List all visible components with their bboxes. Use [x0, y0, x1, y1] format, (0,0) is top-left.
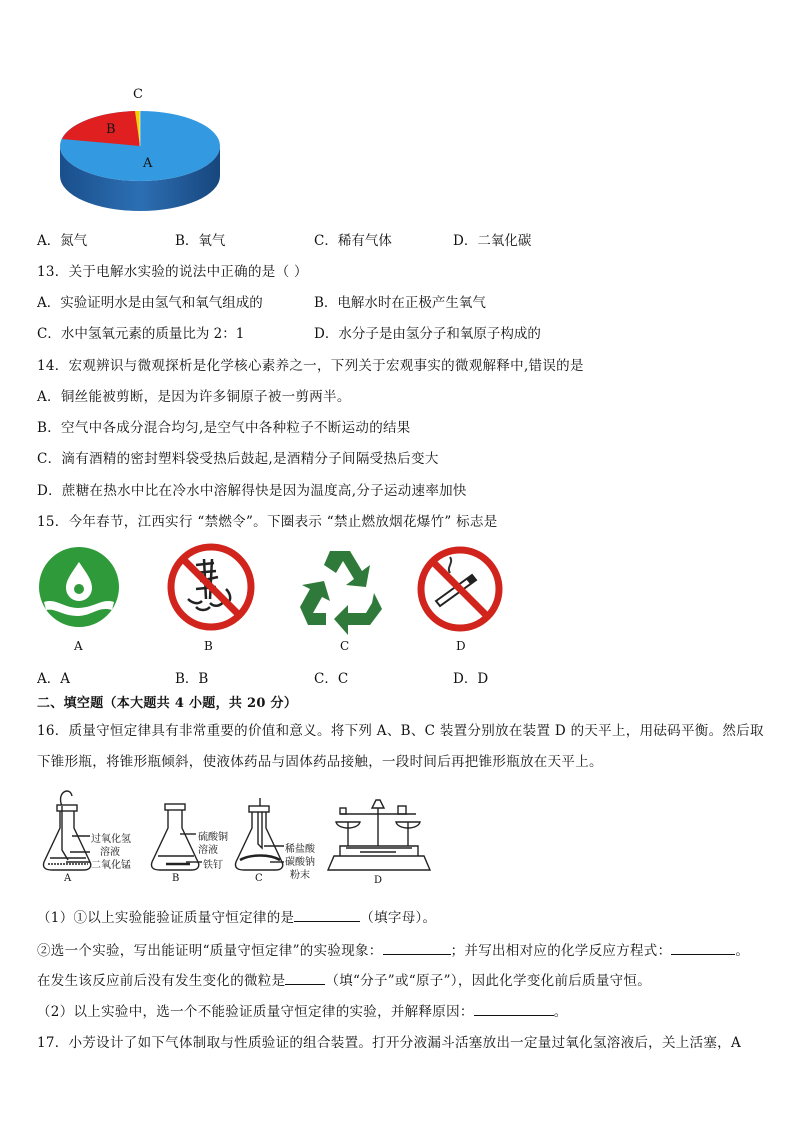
sign-caption-d: D [456, 639, 466, 653]
flask-c-label-1: 稀盐酸 [285, 844, 315, 855]
pie-label-c: C [133, 87, 143, 102]
apparatus-caption-b: B [172, 873, 180, 884]
q14-stem: 14．宏观辨识与微观探析是化学核心素养之一，下列关于宏观事实的微观解释中,错误的是 [37, 358, 584, 374]
q13-option-d: D．水分子是由氢分子和氧原子构成的 [314, 326, 541, 342]
q16-part2-blank1[interactable] [383, 940, 451, 955]
pie-label-a: A [143, 156, 153, 171]
q15-option-a: A．A [37, 671, 70, 687]
flask-b-label-1: 硫酸铜 [198, 832, 228, 843]
q14-option-d: D．蔗糖在热水中比在冷水中溶解得快是因为温度高,分子运动速率加快 [37, 483, 467, 499]
q13-option-c: C．水中氢氧元素的质量比为 2：1 [37, 326, 245, 342]
flask-a-label-3: 二氧化锰 [91, 860, 131, 871]
q13-option-a: A．实验证明水是由氢气和氧气组成的 [37, 295, 263, 311]
q16-part4-text: （2）以上实验中，选一个不能验证质量守恒定律的实验，并解释原因： [37, 1004, 474, 1020]
flask-a-label-2: 溶液 [100, 847, 120, 858]
sign-caption-b: B [204, 639, 213, 653]
section-heading: 二、填空题（本大题共 4 小题，共 20 分） [37, 696, 298, 711]
q13-stem: 13．关于电解水实验的说法中正确的是（ ） [37, 264, 308, 280]
q16-part2-blank2[interactable] [671, 940, 735, 955]
flask-a-label-1: 过氧化氢 [91, 834, 131, 845]
flask-b-label-2: 溶液 [198, 845, 218, 856]
q16-part1 [37, 906, 436, 926]
flask-b-label-3: 铁钉 [203, 860, 223, 871]
q16-part2-mid: ；并写出相对应的化学反应方程式： [450, 943, 672, 959]
q16-part2-text: ②选一个实验，写出能证明“质量守恒定律”的实验现象： [37, 943, 383, 959]
apparatus-caption-d: D [374, 875, 383, 886]
q15-stem: 15．今年春节，江西实行 “禁燃令”。下圈表示 “禁止燃放烟花爆竹” 标志是 [37, 514, 498, 530]
pie-label-b: B [106, 122, 116, 137]
q12-option-d: D．二氧化碳 [453, 233, 532, 249]
flask-c-label-2: 碳酸钠 [285, 857, 315, 868]
sign-caption-a: A [74, 639, 83, 653]
q13-option-b: B．电解水时在正极产生氧气 [314, 295, 486, 311]
q16-part1-tail: （填字母）。 [360, 910, 437, 926]
q16-part3-text: 在发生该反应前后没有发生变化的微粒是 [37, 973, 286, 989]
q16-part1-text: （1）①以上实验能验证质量守恒定律的是 [37, 910, 295, 926]
q16-part3-blank[interactable] [285, 970, 325, 985]
q12-option-c: C．稀有气体 [314, 233, 392, 249]
q17-stem-line1: 17．小芳设计了如下气体制取与性质验证的组合装置。打开分液漏斗活塞放出一定量过氧化氢溶液后，关上活塞，A [37, 1035, 742, 1051]
q14-option-b: B．空气中各成分混合均匀,是空气中各种粒子不断运动的结果 [37, 420, 411, 436]
q16-part2-tail: 。 [735, 943, 750, 959]
q16-part3 [37, 969, 651, 989]
q16-part4-tail: 。 [553, 1004, 568, 1020]
q16-part3-tail: （填“分子”或“原子”），因此化学变化前后质量守恒。 [325, 973, 652, 989]
q12-option-b: B．氧气 [175, 233, 226, 249]
sign-caption-c: C [340, 639, 350, 653]
apparatus-caption-a: A [64, 873, 72, 884]
q16-part2 [37, 939, 749, 959]
q15-option-d: D．D [453, 671, 489, 687]
q14-option-a: A．铜丝能被剪断，是因为许多铜原子被一剪两半。 [37, 389, 351, 405]
q16-part4-blank[interactable] [474, 1001, 554, 1016]
q16-stem-line1: 16．质量守恒定律具有非常重要的价值和意义。将下列 A、B、C 装置分别放在装置 D 的天平上，用砝码平衡。然后取 [37, 723, 764, 739]
q16-part1-blank[interactable] [294, 907, 360, 922]
q12-option-a: A．氮气 [37, 233, 88, 249]
q16-stem-line2: 下锥形瓶，将锥形瓶倾斜，使液体药品与固体药品接触，一段时间后再把锥形瓶放在天平上。 [37, 754, 603, 770]
apparatus-caption-c: C [255, 873, 263, 884]
flask-c-label-3: 粉末 [290, 870, 310, 881]
q15-option-c: C．C [314, 671, 349, 687]
q15-option-b: B．B [175, 671, 209, 687]
q14-option-c: C．滴有酒精的密封塑料袋受热后鼓起,是酒精分子间隔受热后变大 [37, 451, 439, 467]
q16-part4 [37, 1000, 568, 1020]
